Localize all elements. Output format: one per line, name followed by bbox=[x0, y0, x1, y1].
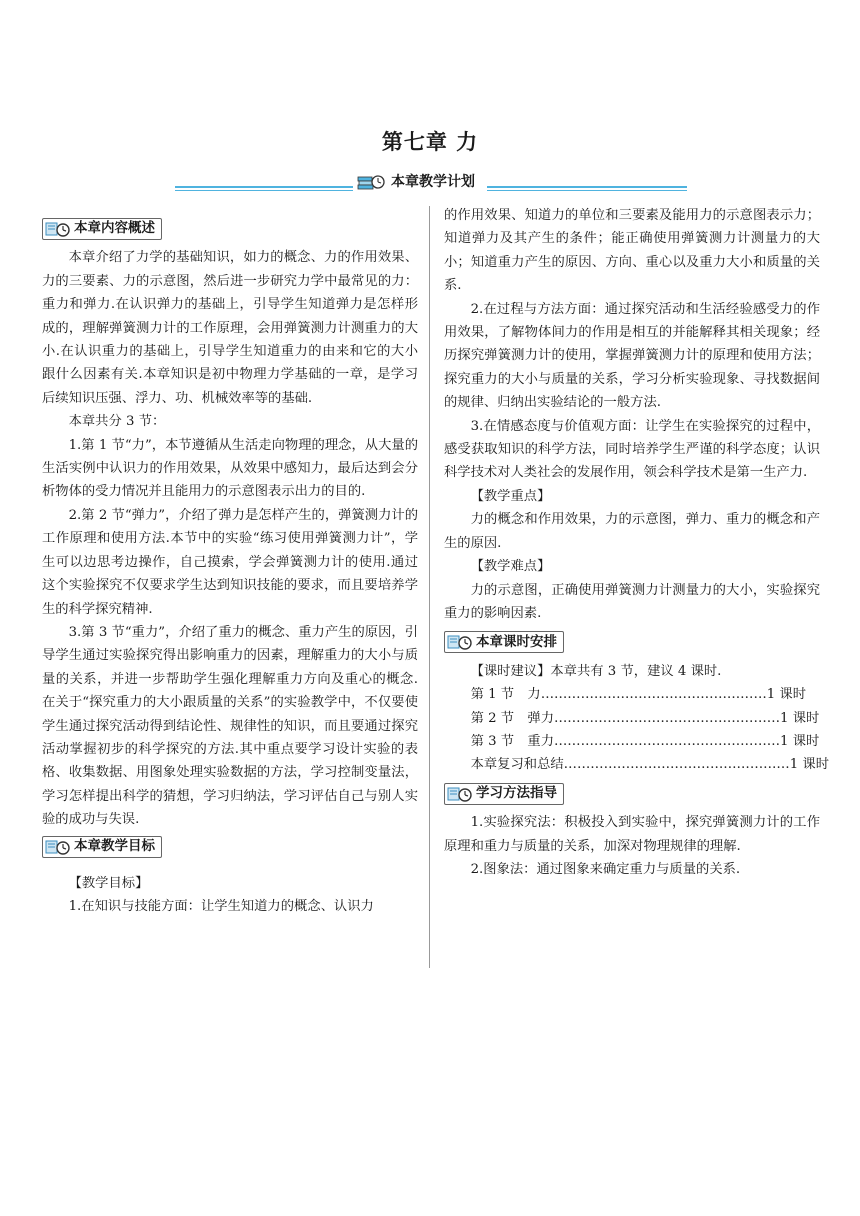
section-title: 学习方法指导 bbox=[476, 785, 557, 802]
section-1-description: 1.第 1 节“力”，本节遵循从生活走向物理的理念，从大量的生活实例中认识力的作用效果，从效果中感知力，最后达到会分析物体的受力情况并且能用力的示意图表示出力的目的. bbox=[42, 437, 418, 500]
section-title: 本章课时安排 bbox=[476, 633, 557, 650]
section-heading-overview bbox=[42, 218, 162, 240]
schedule-intro: 【课时建议】本章共有 3 节，建议 4 课时. bbox=[470, 663, 722, 679]
difficulties-heading: 【教学难点】 bbox=[470, 559, 551, 575]
banner-label: 本章教学计划 bbox=[391, 174, 475, 190]
column-divider bbox=[429, 206, 430, 968]
left-column bbox=[42, 216, 418, 919]
goal-1-start: 1.在知识与技能方面：让学生知道力的概念、认识力 bbox=[68, 899, 374, 915]
books-clock-icon bbox=[357, 173, 385, 191]
schedule-row: 第 1 节 力 …………………………………………… 1 课时 bbox=[470, 687, 807, 703]
clock-icon bbox=[447, 785, 473, 803]
overview-paragraph: 本章介绍了力学的基础知识，如力的概念、力的作用效果、力的三要素、力的示意图，然后进一步研究力学中最常见的力：重力和弹力.在认识弹力的基础上，引导学生知道弹力是怎样形成的，理解弹簧测力计的工作原理，会用弹簧测力计测重力的大小.在认识重力的基础上，引导学生知道重力的由来和它的大小跟什么因素有关.本章知识是初中物理力学基础的一章，是学习后续知识压强、浮力、功、机械效率等的基础. bbox=[42, 250, 418, 406]
clock-icon bbox=[45, 220, 71, 238]
banner-badge bbox=[353, 172, 487, 192]
section-heading-goals bbox=[42, 836, 162, 858]
right-column bbox=[444, 204, 829, 881]
key-points-heading: 【教学重点】 bbox=[470, 488, 551, 504]
section-count: 本章共分 3 节： bbox=[68, 414, 166, 430]
section-2-description: 2.第 2 节“弹力”，介绍了弹力是怎样产生的，弹簧测力计的工作原理和使用方法.本节中的实验“练习使用弹簧测力计”，学生可以边思考边操作，自己摸索，学会弹簧测力计的使用.通过这个实验探究不仅要求学生达到知识技能的要求，而且要培养学生的科学探究精神. bbox=[42, 507, 418, 617]
method-1: 1.实验探究法：积极投入到实验中，探究弹簧测力计的工作原理和重力与质量的关系，加深对物理规律的理解. bbox=[444, 815, 820, 854]
goal-2: 2.在过程与方法方面：通过探究活动和生活经验感受力的作用效果，了解物体间力的作用是相互的并能解释其相关现象；经历探究弹簧测力计的使用，掌握弹簧测力计的原理和使用方法；探究重力的大小与质量的关系，学习分析实验现象、寻找数据间的规律、归纳出实验结论的一般方法. bbox=[444, 301, 820, 411]
goals-heading: 【教学目标】 bbox=[68, 875, 149, 891]
method-2: 2.图象法：通过图象来确定重力与质量的关系. bbox=[470, 861, 741, 877]
clock-icon bbox=[45, 838, 71, 856]
section-title: 本章教学目标 bbox=[74, 837, 155, 854]
section-3-description: 3.第 3 节“重力”，介绍了重力的概念、重力产生的原因，引导学生通过实验探究得出影响重力的因素，理解重力的大小与质量的关系，并进一步帮助学生强化理解重力方向及重心的概念.在关于“探究重力的大小跟质量的关系”的实验教学中，不仅要使学生通过探究活动得到结论性、规律性的知识，而且要通过探究活动掌握初步的科学探究的方法.其中重点要学习设计实验的表格、收集数据、用图象处理实验数据的方法，学习控制变量法，学习怎样提出科学的猜想，学习归纳法，学习评估自己与别人实验的成功与失误. bbox=[42, 624, 418, 828]
difficulties-text: 力的示意图，正确使用弹簧测力计测量力的大小，实验探究重力的影响因素. bbox=[444, 582, 820, 621]
key-points-text: 力的概念和作用效果，力的示意图，弹力、重力的概念和产生的原因. bbox=[444, 512, 820, 551]
schedule-row: 第 2 节 弹力 …………………………………………… 1 课时 bbox=[470, 710, 820, 726]
section-title: 本章内容概述 bbox=[74, 220, 155, 237]
schedule-row: 本章复习和总结 …………………………………………… 1 课时 bbox=[470, 757, 829, 773]
schedule-list bbox=[444, 683, 829, 777]
chapter-banner bbox=[175, 172, 687, 194]
goal-3: 3.在情感态度与价值观方面：让学生在实验探究的过程中，感受获取知识的科学方法，同时培养学生严谨的科学态度；认识科学技术对人类社会的发展作用，领会科学技术是第一生产力. bbox=[444, 418, 820, 481]
chapter-title: 第七章 力 bbox=[381, 130, 479, 154]
goal-1-continued: 的作用效果、知道力的单位和三要素及能用力的示意图表示力；知道弹力及其产生的条件；能正确使用弹簧测力计测量力的大小；知道重力产生的原因、方向、重心以及重力大小和质量的关系. bbox=[444, 208, 820, 294]
section-heading-schedule bbox=[444, 631, 564, 653]
clock-icon bbox=[447, 633, 473, 651]
schedule-row: 第 3 节 重力 …………………………………………… 1 课时 bbox=[470, 733, 820, 749]
section-heading-methods bbox=[444, 783, 564, 805]
